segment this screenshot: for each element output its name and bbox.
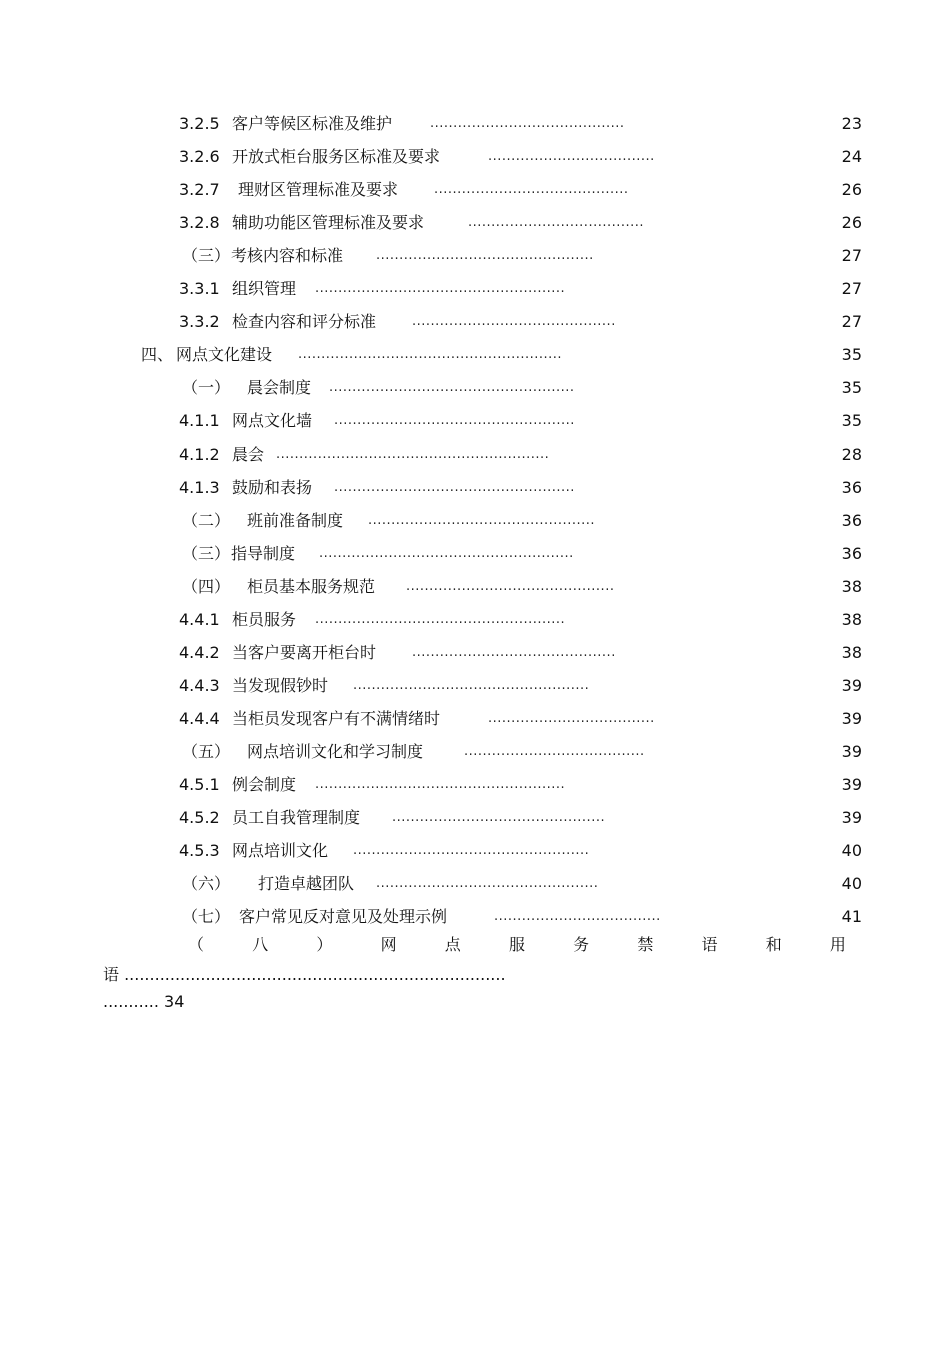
toc-row[interactable] (0, 773, 950, 797)
toc-number: 4.4.1 (179, 610, 220, 629)
toc-page: 26 (841, 213, 862, 232)
toc-title: 晨会制度 (247, 378, 312, 397)
toc-leader-dots: ...................................................... (315, 612, 566, 627)
toc-leader-dots: ....................................... (464, 744, 645, 759)
toc-number: （七） (182, 907, 231, 926)
toc-row[interactable] (0, 674, 950, 698)
toc-leader-dots: .................................... (488, 711, 655, 726)
toc-leader-dots: ............................................ (412, 314, 616, 329)
toc-page: 24 (841, 147, 862, 166)
toc-leader-dots: ...................................................... (315, 281, 566, 296)
toc-number: 4.1.3 (179, 478, 220, 497)
toc-leader-dots: ........................................................... (276, 447, 550, 462)
toc-leader-dots: .................................................... (334, 480, 575, 495)
toc-title: 网点培训文化和学习制度 (247, 742, 424, 761)
toc-page: 40 (841, 841, 862, 860)
toc-row[interactable] (0, 277, 950, 301)
toc-page: 26 (841, 180, 862, 199)
toc-page: 27 (841, 246, 862, 265)
toc-leader-dots: ....................................................... (319, 546, 574, 561)
toc-title: 检查内容和评分标准 (232, 312, 377, 331)
toc-row-justified[interactable] (188, 932, 846, 958)
toc-row[interactable] (0, 178, 950, 202)
toc-number: 3.2.5 (179, 114, 220, 133)
toc-title: 当发现假钞时 (232, 676, 329, 695)
toc-title: 考核内容和标准 (231, 246, 344, 265)
toc-char: 用 (829, 935, 846, 954)
toc-title: 例会制度 (232, 775, 297, 794)
toc-number: 3.3.2 (179, 312, 220, 331)
toc-page: 36 (841, 478, 862, 497)
toc-leader-dots: .................................................... (334, 413, 575, 428)
toc-number: 4.5.3 (179, 841, 220, 860)
toc-title: 员工自我管理制度 (232, 808, 361, 827)
toc-row[interactable] (0, 905, 950, 929)
toc-title: 理财区管理标准及要求 (238, 180, 399, 199)
toc-char: 和 (765, 935, 782, 954)
toc-page: 28 (841, 445, 862, 464)
toc-char: 禁 (637, 935, 654, 954)
toc-char: 点 (444, 935, 461, 954)
toc-page: 36 (841, 511, 862, 530)
toc-number: 3.3.1 (179, 279, 220, 298)
toc-char: 网 (380, 935, 397, 954)
toc-number: 4.4.2 (179, 643, 220, 662)
toc-row[interactable] (0, 641, 950, 665)
toc-leader-dots: ............................................... (376, 248, 594, 263)
toc-title: 辅助功能区管理标准及要求 (232, 213, 425, 232)
toc-leader-dots: .................................... (494, 909, 661, 924)
toc-page: 39 (841, 742, 862, 761)
toc-title: 指导制度 (231, 544, 296, 563)
toc-page: 27 (841, 312, 862, 331)
toc-page: 35 (841, 345, 862, 364)
toc-page: 38 (841, 610, 862, 629)
toc-title: 组织管理 (232, 279, 297, 298)
toc-number: （二） (182, 511, 231, 530)
toc-number: 4.4.3 (179, 676, 220, 695)
toc-title: 客户常见反对意见及处理示例 (239, 907, 448, 926)
toc-title: 晨会 (232, 445, 265, 464)
toc-row[interactable] (0, 839, 950, 863)
toc-leader-dots: .......................................... (430, 116, 625, 131)
toc-title: 当柜员发现客户有不满情绪时 (232, 709, 441, 728)
toc-number: （六） (182, 874, 231, 893)
toc-title: 客户等候区标准及维护 (232, 114, 393, 133)
toc-row[interactable] (0, 806, 950, 830)
toc-row[interactable] (0, 740, 950, 764)
toc-leader-dots: ................................................... (353, 678, 590, 693)
toc-title: 开放式柜台服务区标准及要求 (232, 147, 441, 166)
toc-number: （三） (182, 544, 231, 563)
toc-leader-dots: ...................................... (468, 215, 645, 230)
toc-leader-dots: ......................................................... (298, 347, 563, 362)
toc-row[interactable] (0, 872, 950, 896)
toc-row[interactable] (0, 509, 950, 533)
toc-leader-dots: ................................................. (368, 513, 595, 528)
toc-leader-dots: .................................... (488, 149, 655, 164)
toc-row[interactable] (0, 476, 950, 500)
toc-leader-dots: .......................................... (434, 182, 629, 197)
toc-page: 27 (841, 279, 862, 298)
toc-row[interactable] (0, 542, 950, 566)
toc-number: 4.5.1 (179, 775, 220, 794)
toc-continuation-line: 语 ........................................................................... (103, 965, 506, 984)
toc-title: 当客户要离开柜台时 (232, 643, 377, 662)
toc-row[interactable] (0, 145, 950, 169)
toc-row[interactable] (0, 575, 950, 599)
toc-char: ） (316, 935, 333, 954)
toc-number: 四、 (141, 345, 174, 364)
toc-page: 41 (841, 907, 862, 926)
toc-page: 36 (841, 544, 862, 563)
toc-char: 八 (252, 935, 269, 954)
toc-number: 4.1.2 (179, 445, 220, 464)
toc-title: 网点文化建设 (176, 345, 273, 364)
toc-row[interactable] (0, 707, 950, 731)
toc-leader-dots: ..................................................... (329, 380, 575, 395)
toc-page: 39 (841, 808, 862, 827)
toc-number: （四） (182, 577, 231, 596)
toc-page: 40 (841, 874, 862, 893)
toc-title: 网点文化墙 (232, 411, 313, 430)
toc-page: 35 (841, 411, 862, 430)
toc-leader-dots: ...................................................... (315, 777, 566, 792)
toc-page: 39 (841, 676, 862, 695)
toc-title: 柜员服务 (232, 610, 297, 629)
toc-leader-dots: ................................................ (376, 876, 599, 891)
toc-number: 4.1.1 (179, 411, 220, 430)
toc-number: 3.2.7 (179, 180, 220, 199)
toc-leader-dots: ............................................. (406, 579, 615, 594)
toc-row[interactable] (0, 409, 950, 433)
toc-continuation-page: ........... 34 (103, 992, 185, 1011)
toc-page: 38 (841, 643, 862, 662)
toc-row[interactable] (0, 310, 950, 334)
toc-title: 班前准备制度 (247, 511, 344, 530)
toc-page: 23 (841, 114, 862, 133)
toc-leader-dots: ............................................ (412, 645, 616, 660)
toc-char: 务 (573, 935, 590, 954)
toc-row[interactable] (0, 343, 950, 367)
toc-number: （一） (182, 378, 231, 397)
toc-row[interactable] (0, 211, 950, 235)
toc-title: 柜员基本服务规范 (247, 577, 376, 596)
toc-page: 35 (841, 378, 862, 397)
toc-row[interactable] (0, 112, 950, 136)
toc-row[interactable] (0, 376, 950, 400)
toc-title: 打造卓越团队 (258, 874, 355, 893)
toc-number: 4.4.4 (179, 709, 220, 728)
toc-number: （三） (182, 246, 231, 265)
toc-row[interactable] (0, 443, 950, 467)
toc-page: 39 (841, 775, 862, 794)
toc-page: 38 (841, 577, 862, 596)
toc-number: 3.2.6 (179, 147, 220, 166)
toc-leader-dots: ................................................... (353, 843, 590, 858)
toc-char: （ (188, 935, 205, 954)
toc-title: 网点培训文化 (232, 841, 329, 860)
toc-row[interactable] (0, 244, 950, 268)
toc-number: （五） (182, 742, 231, 761)
toc-number: 4.5.2 (179, 808, 220, 827)
toc-page: 39 (841, 709, 862, 728)
toc-leader-dots: .............................................. (392, 810, 606, 825)
toc-char: 语 (701, 935, 718, 954)
toc-row[interactable] (0, 608, 950, 632)
toc-number: 3.2.8 (179, 213, 220, 232)
toc-char: 服 (508, 935, 525, 954)
toc-title: 鼓励和表扬 (232, 478, 313, 497)
